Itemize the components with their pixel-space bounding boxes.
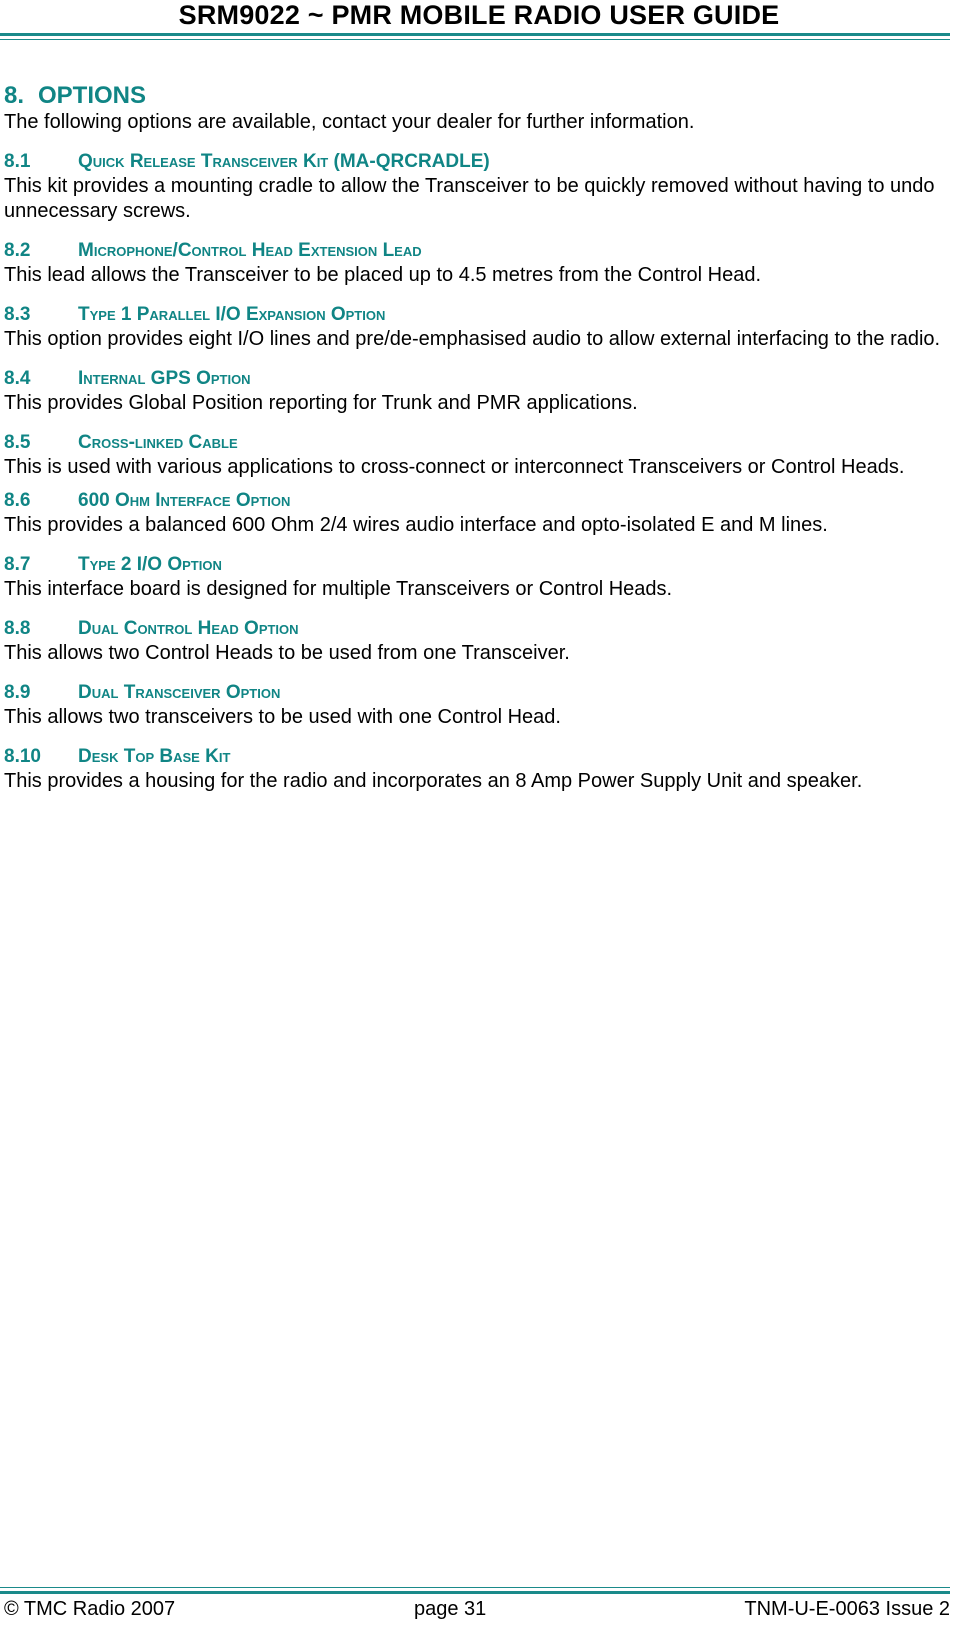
chapter-intro: The following options are available, contact your dealer for further information. [4,111,695,133]
document-body [4,82,950,794]
section-body: This interface board is designed for multiple Transceivers or Control Heads. [4,578,673,600]
chapter-number: 8. [4,82,25,109]
section-body: This is used with various applications to cross-connect or interconnect Transceivers or Control Heads. [4,456,905,478]
section-title: Type 1 Parallel I/O Expansion Option [78,304,386,325]
section-heading [4,744,950,769]
section-8-2 [4,238,950,288]
section-title: 600 Ohm Interface Option [78,490,291,511]
section-heading [4,366,950,391]
section-8-6 [4,488,950,538]
section-number: 8.6 [4,490,31,511]
section-heading [4,488,950,513]
section-number: 8.1 [4,151,31,172]
section-8-10 [4,744,950,794]
section-8-5 [4,430,950,480]
section-title: Dual Transceiver Option [78,682,281,703]
section-body: This provides a balanced 600 Ohm 2/4 wires audio interface and opto-isolated E and M lines. [4,514,828,536]
section-body: This kit provides a mounting cradle to allow the Transceiver to be quickly removed without having to undo unnecessary screws. [4,175,935,222]
chapter-title: OPTIONS [38,82,147,109]
section-title: Dual Control Head Option [78,618,299,639]
section-title: Quick Release Transceiver Kit (MA-QRCRADLE) [78,151,490,172]
section-title: Microphone/Control Head Extension Lead [78,240,422,261]
section-8-3 [4,302,950,352]
section-title: Desk Top Base Kit [78,746,231,767]
footer-rule-thin [0,1587,950,1588]
footer-rule [0,1591,950,1594]
section-title: Internal GPS Option [78,368,251,389]
section-body: This lead allows the Transceiver to be placed up to 4.5 metres from the Control Head. [4,264,762,286]
section-body: This allows two Control Heads to be used from one Transceiver. [4,642,570,664]
section-number: 8.9 [4,682,31,703]
footer-copyright: © TMC Radio 2007 [4,1598,176,1620]
page-footer [4,1596,950,1622]
section-heading [4,302,950,327]
section-number: 8.2 [4,240,31,261]
section-8-8 [4,616,950,666]
section-title: Cross-linked Cable [78,432,238,453]
footer-page-number: page 31 [414,1598,487,1620]
section-8-7 [4,552,950,602]
section-number: 8.8 [4,618,31,639]
footer-document-id: TNM-U-E-0063 Issue 2 [744,1598,950,1620]
section-heading [4,680,950,705]
section-body: This provides a housing for the radio and incorporates an 8 Amp Power Supply Unit and speaker. [4,770,863,792]
section-number: 8.10 [4,746,41,767]
section-body: This provides Global Position reporting for Trunk and PMR applications. [4,392,638,414]
section-8-1 [4,149,950,224]
section-number: 8.3 [4,304,31,325]
section-title: Type 2 I/O Option [78,554,222,575]
page-header-title: SRM9022 ~ PMR MOBILE RADIO USER GUIDE [178,0,780,30]
section-heading [4,430,950,455]
section-number: 8.5 [4,432,31,453]
section-number: 8.7 [4,554,31,575]
section-body: This option provides eight I/O lines and pre/de-emphasised audio to allow external interfacing to the radio. [4,328,941,350]
section-8-4 [4,366,950,416]
section-8-9 [4,680,950,730]
section-heading [4,238,950,263]
section-heading [4,552,950,577]
section-heading [4,616,950,641]
section-number: 8.4 [4,368,31,389]
chapter-heading [4,82,950,110]
section-body: This allows two transceivers to be used with one Control Head. [4,706,561,728]
header-rule-thin [0,39,950,40]
section-heading [4,149,950,174]
header-rule [0,33,950,36]
